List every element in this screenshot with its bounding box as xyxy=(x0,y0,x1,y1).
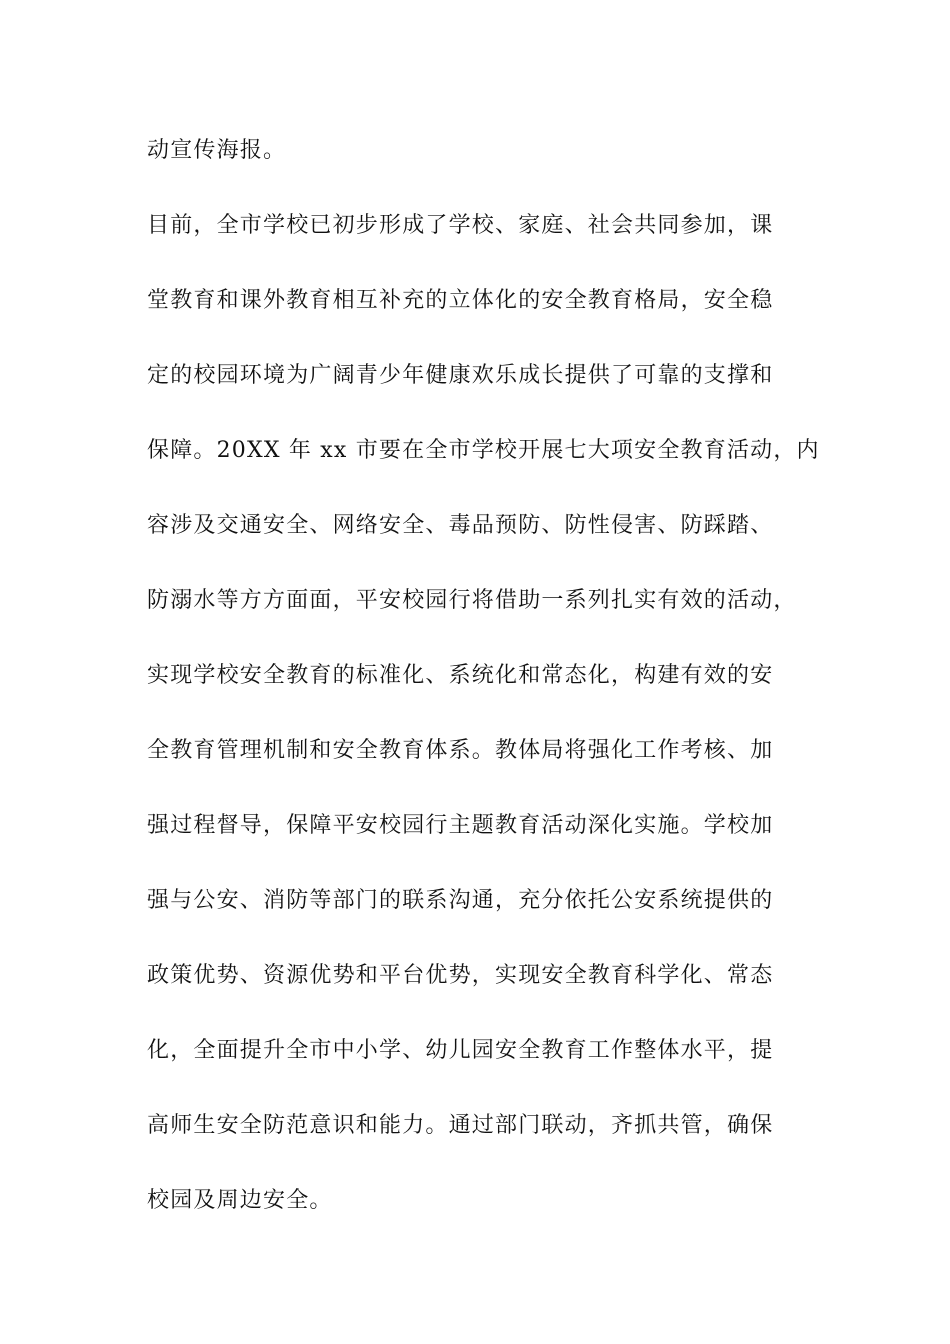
text-line: 堂教育和课外教育相互补充的立体化的安全教育格局，安全稳 xyxy=(147,288,774,313)
text-line: 目前，全市学校已初步形成了学校、家庭、社会共同参加，课 xyxy=(147,213,774,238)
text-line: 强与公安、消防等部门的联系沟通，充分依托公安系统提供的 xyxy=(147,888,774,913)
text-line: 动宣传海报。 xyxy=(147,138,287,163)
text-line: 强过程督导，保障平安校园行主题教育活动深化实施。学校加 xyxy=(147,813,774,838)
text-line: 容涉及交通安全、网络安全、毒品预防、防性侵害、防踩踏、 xyxy=(147,513,774,538)
text-line: 防溺水等方方面面，平安校园行将借助一系列扎实有效的活动， xyxy=(147,588,797,613)
text-line: 全教育管理机制和安全教育体系。教体局将强化工作考核、加 xyxy=(147,738,774,763)
text-line: 政策优势、资源优势和平台优势，实现安全教育科学化、常态 xyxy=(147,963,774,988)
text-line: 定的校园环境为广阔青少年健康欢乐成长提供了可靠的支撑和 xyxy=(147,363,774,388)
body-text xyxy=(147,126,820,1251)
text-line: 实现学校安全教育的标准化、系统化和常态化，构建有效的安 xyxy=(147,663,774,688)
text-line: 保障。20XX 年 xx 市要在全市学校开展七大项安全教育活动，内 xyxy=(147,438,820,463)
text-line: 化，全面提升全市中小学、幼儿园安全教育工作整体水平，提 xyxy=(147,1038,774,1063)
text-line: 校园及周边安全。 xyxy=(147,1188,333,1213)
text-line: 高师生安全防范意识和能力。通过部门联动，齐抓共管，确保 xyxy=(147,1113,774,1138)
